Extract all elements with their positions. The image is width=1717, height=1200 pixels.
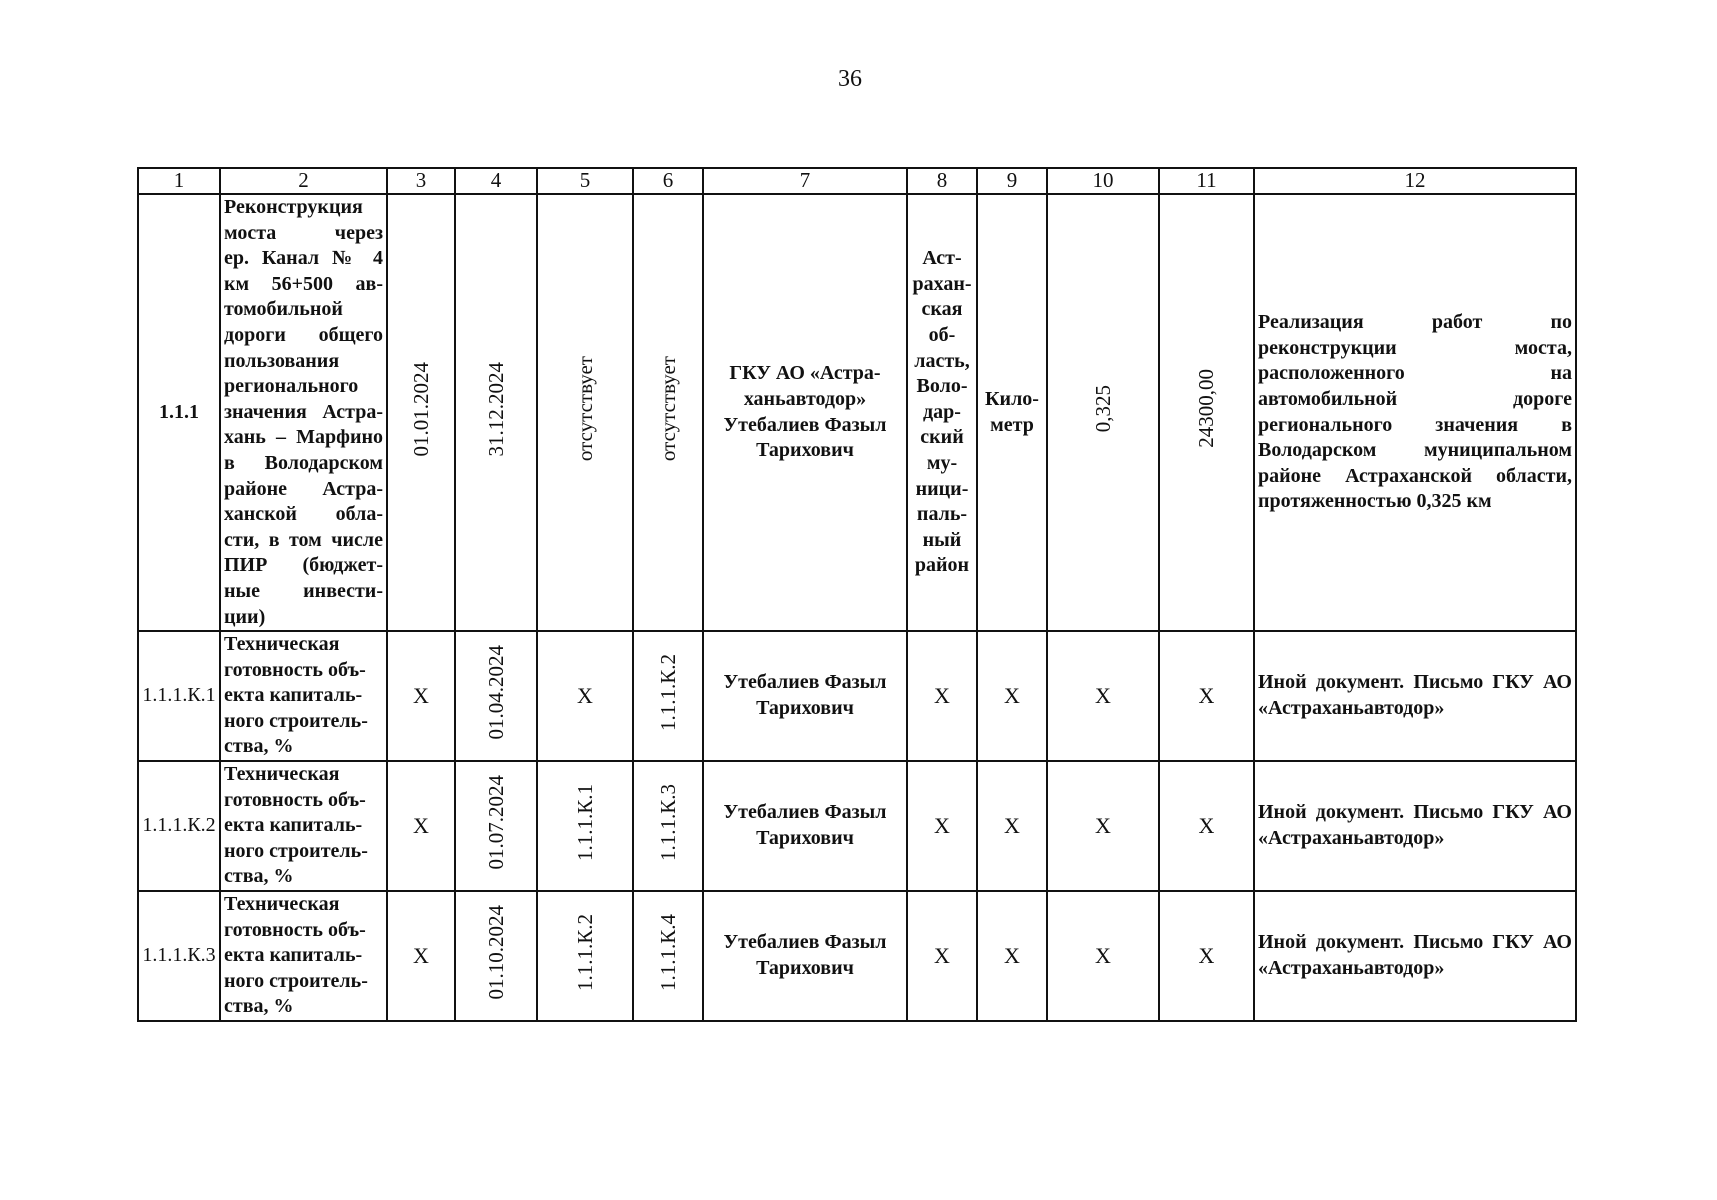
cell-x: Х [1159,761,1254,891]
checkpoint-predecessor: 1.1.1.К.2 [537,891,633,1021]
checkpoint-responsible: Утебалиев Фазыл Тарихович [703,631,907,761]
checkpoint-code: 1.1.1.К.1 [138,631,220,761]
column-number: 12 [1254,168,1576,194]
checkpoint-name: Техническая готовность объ- екта капиталь- ного строитель- ства, % [220,891,387,1021]
cost: 24300,00 [1159,194,1254,631]
checkpoint-responsible: Утебалиев Фазыл Тарихович [703,761,907,891]
checkpoint-result: Иной документ. Письмо ГКУ АО «Астраханьавтодор» [1254,631,1576,761]
page-number: 36 [838,66,862,92]
checkpoint-result: Иной документ. Письмо ГКУ АО «Астраханьавтодор» [1254,761,1576,891]
cell-x: Х [1047,891,1159,1021]
start-date: 01.01.2024 [387,194,455,631]
unit: Кило- метр [977,194,1047,631]
responsible: ГКУ АО «Астра- ханьавтодор» Утебалиев Фазыл Тарихович [703,194,907,631]
column-number: 2 [220,168,387,194]
cell-x: Х [387,631,455,761]
checkpoint-date: 01.04.2024 [455,631,537,761]
column-number: 5 [537,168,633,194]
table-row-checkpoint [138,761,1576,891]
cell-x: Х [977,761,1047,891]
cell-x: Х [907,631,977,761]
quantity: 0,325 [1047,194,1159,631]
successor: отсутствует [633,194,703,631]
checkpoint-successor: 1.1.1.К.3 [633,761,703,891]
object-name: Реконструкция моста через ер. Канал № 4 км 56+500 ав- томобильной дороги общего пользования регионального значения Астра- хань – Марфино в Володарском районе Астра- ханской обла- сти, в том числе ПИР (бюджет- ные инвести- ции) [220,194,387,631]
column-number: 8 [907,168,977,194]
cell-x: Х [1047,761,1159,891]
column-number: 3 [387,168,455,194]
cell-x: Х [977,631,1047,761]
table-row-checkpoint [138,631,1576,761]
table-row-main [138,194,1576,631]
column-number: 6 [633,168,703,194]
territory: Аст- рахан- ская об- ласть, Воло- дар- ский му- ници- паль- ный район [907,194,977,631]
column-number: 7 [703,168,907,194]
row-code: 1.1.1 [138,194,220,631]
end-date: 31.12.2024 [455,194,537,631]
column-number: 11 [1159,168,1254,194]
checkpoint-code: 1.1.1.К.3 [138,891,220,1021]
table-row-checkpoint [138,891,1576,1021]
checkpoint-result: Иной документ. Письмо ГКУ АО «Астраханьавтодор» [1254,891,1576,1021]
checkpoint-name: Техническая готовность объ- екта капиталь- ного строитель- ства, % [220,761,387,891]
cell-x: Х [907,891,977,1021]
column-number: 4 [455,168,537,194]
checkpoint-predecessor: 1.1.1.К.1 [537,761,633,891]
cell-x: Х [1047,631,1159,761]
cell-x: Х [387,891,455,1021]
cell-x: Х [907,761,977,891]
column-number: 1 [138,168,220,194]
checkpoint-successor: 1.1.1.К.2 [633,631,703,761]
checkpoint-successor: 1.1.1.К.4 [633,891,703,1021]
result-description: Реализация работ по реконструкции моста, расположенного на автомобильной дороге регионального значения в Володарском муниципальном районе Астраханской области, протяженностью 0,325 км [1254,194,1576,631]
column-number: 9 [977,168,1047,194]
column-number-row [138,168,1576,194]
predecessor: отсутствует [537,194,633,631]
column-number: 10 [1047,168,1159,194]
checkpoint-responsible: Утебалиев Фазыл Тарихович [703,891,907,1021]
cell-x: Х [1159,891,1254,1021]
cell-x: Х [977,891,1047,1021]
checkpoint-date: 01.10.2024 [455,891,537,1021]
checkpoint-name: Техническая готовность объ- екта капиталь- ного строитель- ства, % [220,631,387,761]
cell-x: Х [387,761,455,891]
cell-x: Х [1159,631,1254,761]
checkpoint-date: 01.07.2024 [455,761,537,891]
checkpoint-code: 1.1.1.К.2 [138,761,220,891]
checkpoint-predecessor: Х [537,631,633,761]
plan-table [137,167,1577,1022]
